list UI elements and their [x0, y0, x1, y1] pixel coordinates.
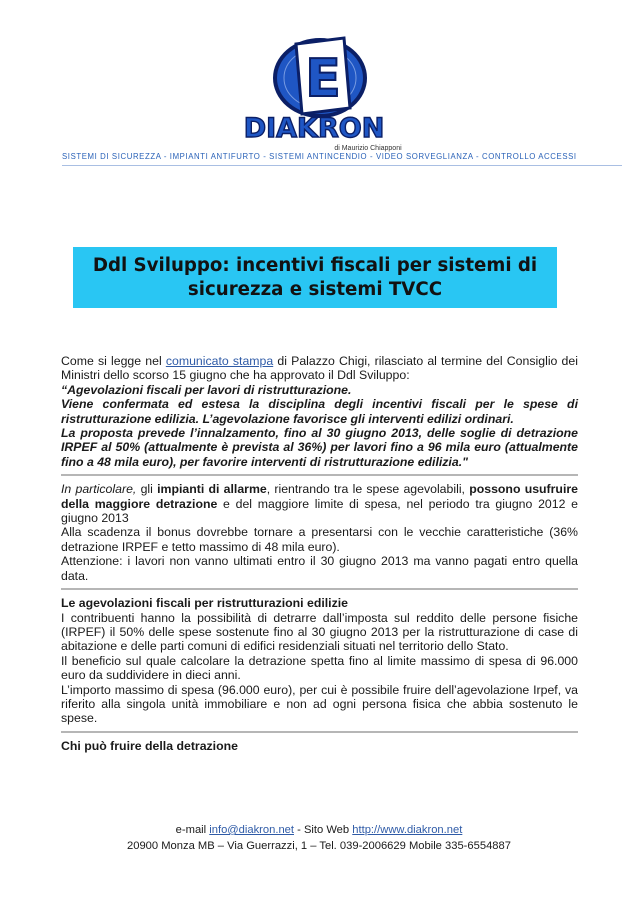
- tax-benefits-paragraph-3: L’importo massimo di spesa (96.000 euro), per cui è possibile fruire dell’agevolazione Irpef, va riferito alla singola unità immobiliare e non ad ogni persona fisica che abbia sostenuto le spese.: [61, 682, 578, 726]
- website-link[interactable]: http://www.diakron.net: [352, 824, 463, 836]
- section-divider-1: [61, 474, 578, 476]
- section-heading-eligibility: Chi può fruire della detrazione: [61, 738, 238, 753]
- brand-subtitle: di Maurizio Chiapponi: [334, 145, 402, 152]
- alarm-text-2: , rientrando tra le spese agevolabili,: [266, 482, 470, 497]
- alarm-systems-emphasis: impianti di allarme: [157, 482, 267, 497]
- attention-paragraph: Attenzione: i lavori non vanno ultimati entro il 30 giugno 2013 ma vanno pagati entro quella data.: [61, 554, 578, 583]
- footer-contact-line: [0, 822, 638, 838]
- expiry-paragraph: Alla scadenza il bonus dovrebbe tornare a presentarsi con le vecchie caratteristiche (36% detrazione IRPEF e tetto massimo di 48 mila euro).: [61, 525, 578, 554]
- section-divider-3: [61, 731, 578, 733]
- diakron-logo: [218, 30, 428, 165]
- deduction-emphasis: possono usufruire della maggiore detrazione: [61, 482, 578, 511]
- page-title: Ddl Sviluppo: incentivi fiscali per sistemi di sicurezza e sistemi TVCC: [92, 254, 538, 300]
- email-label: e-mail: [175, 824, 210, 836]
- intro-paragraph: [61, 354, 578, 383]
- intro-text-start: Come si legge nel: [61, 354, 166, 368]
- title-banner: [73, 247, 557, 308]
- section-divider-2: [61, 588, 578, 590]
- intro-text-end: di Palazzo Chigi, rilasciato al termine del Consiglio dei Ministri dello scorso 15 giugno che ha approvato il Ddl Sviluppo:: [61, 354, 578, 383]
- alarm-text-1: gli: [136, 482, 158, 497]
- tagline-divider: [62, 165, 622, 166]
- alarm-paragraph: [61, 482, 578, 525]
- quote-paragraph-2: La proposta prevede l’innalzamento, fino al 30 giugno 2013, delle soglie di detrazione IRPEF al 50% (attualmente è prevista al 36%) per lavori fino a 96 mila euro (attualmente fino a 48 mila euro), per favorire interventi di ristrutturazione edilizia.": [61, 426, 578, 469]
- tax-benefits-paragraph-1: I contribuenti hanno la possibilità di detrarre dall’imposta sul reddito delle persone fisiche (IRPEF) il 50% delle spese sostenute fino al 30 giugno 2013 per la ristrutturazione di case di abitazione e delle parti comuni di edifici residenziali situati nel territorio dello Stato.: [61, 610, 578, 654]
- tax-benefits-paragraph-2: Il beneficio sul quale calcolare la detrazione spetta fino al limite massimo di spesa di 96.000 euro da suddividere in dieci anni.: [61, 653, 578, 683]
- brand-name: DIAKRON: [243, 113, 385, 144]
- article-body: [61, 354, 578, 753]
- brand-tagline: SISTEMI DI SICUREZZA - IMPIANTI ANTIFURTO - SISTEMI ANTINCENDIO - VIDEO SORVEGLIANZA - CONTROLLO ACCESSI: [62, 152, 577, 161]
- page-footer: [0, 822, 638, 854]
- press-release-link[interactable]: comunicato stampa: [165, 354, 274, 368]
- logo-letter: E: [305, 49, 341, 109]
- website-label: - Sito Web: [294, 824, 353, 836]
- quote-paragraph-1: Viene confermata ed estesa la disciplina degli incentivi fiscali per le spese di ristrutturazione edilizia. L’agevolazione favorisce gli interventi edilizi ordinari.: [61, 397, 578, 426]
- footer-address: 20900 Monza MB – Via Guerrazzi, 1 – Tel. 039-2006629 Mobile 335-6554887: [127, 840, 511, 852]
- quote-heading: “Agevolazioni fiscali per lavori di ristrutturazione.: [61, 382, 352, 397]
- alarm-text-3: e del maggiore limite di spesa, nel periodo tra giugno 2012 e giugno 2013: [61, 496, 578, 526]
- alarm-intro: In particolare,: [61, 482, 137, 497]
- section-heading-tax-benefits: Le agevolazioni fiscali per ristrutturazioni edilizie: [61, 596, 348, 611]
- email-link[interactable]: info@diakron.net: [209, 824, 294, 836]
